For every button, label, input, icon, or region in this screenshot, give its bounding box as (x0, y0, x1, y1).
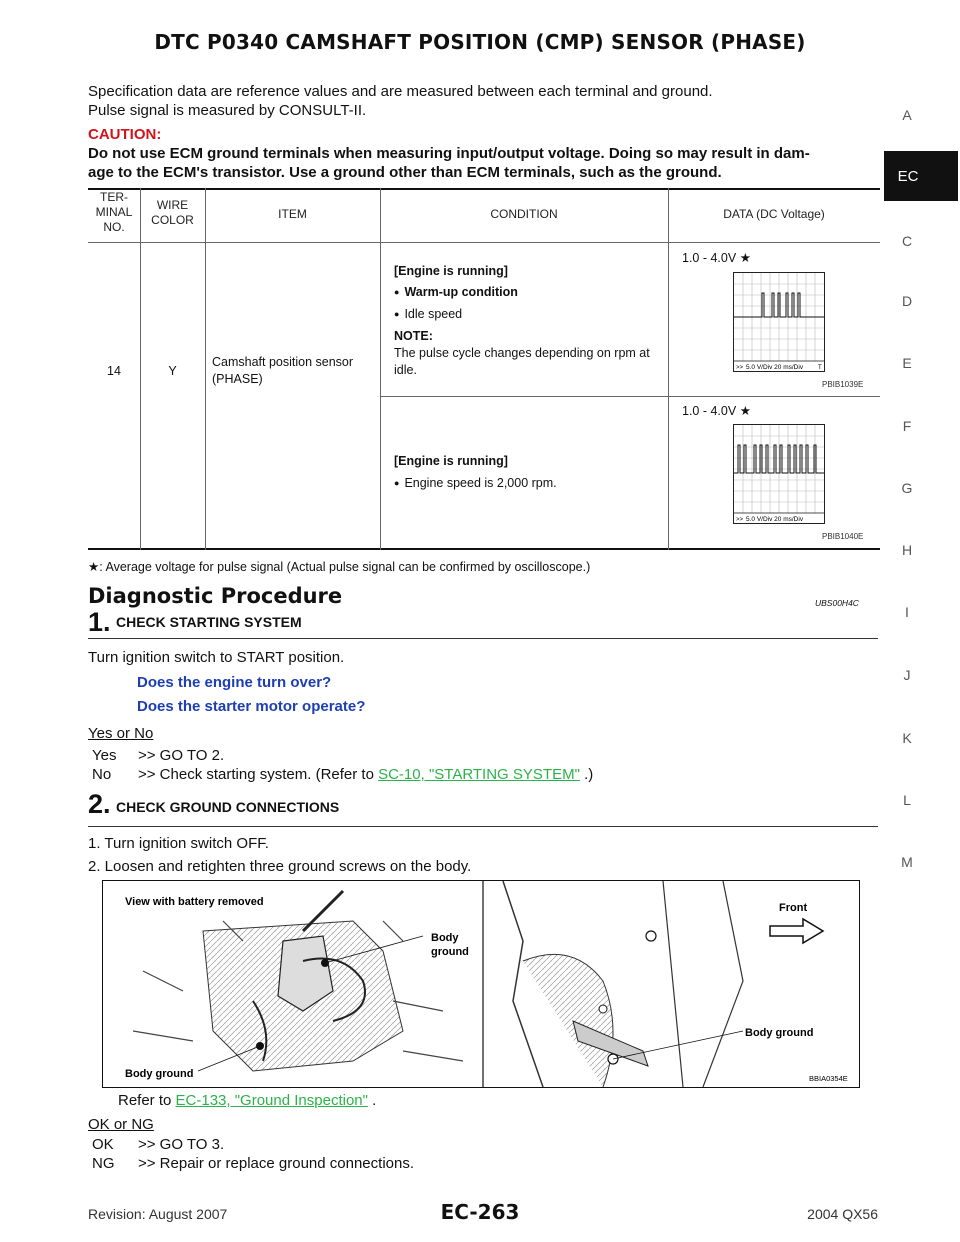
svg-text:View with battery removed: View with battery removed (125, 896, 264, 908)
step-1-instruction: Turn ignition switch to START position. (88, 649, 345, 666)
step-2-item-1: 1. Turn ignition switch OFF. (88, 835, 269, 852)
page-title: DTC P0340 CAMSHAFT POSITION (CMP) SENSOR (PHASE) (154, 30, 806, 54)
cell-wire: Y (168, 364, 177, 378)
star-icon: ★ (739, 404, 751, 418)
step-2-ng-label: NG (92, 1155, 115, 1172)
waveform-idle (734, 273, 824, 371)
step-2-choice: OK or NG (88, 1116, 154, 1133)
link-starting-system[interactable]: SC-10, "STARTING SYSTEM" (378, 766, 580, 783)
cell-condition-2: [Engine is running] ● Engine speed is 2,000 rpm. (394, 453, 664, 493)
svg-text:5.0 V/Div 20 ms/Div: 5.0 V/Div 20 ms/Div (746, 516, 804, 523)
cell-data-1: 1.0 - 4.0V ★ (682, 251, 751, 265)
step-2-ok-text: >> GO TO 3. (138, 1136, 225, 1153)
step-1-yes-label: Yes (92, 747, 117, 764)
table-row-divider (380, 396, 880, 397)
svg-text:ground: ground (431, 946, 469, 958)
table-top-rule (88, 188, 880, 190)
section-code: UBS00H4C (815, 598, 859, 608)
step-1-yes-text: >> GO TO 2. (138, 747, 225, 764)
cell-data-2: 1.0 - 4.0V ★ (682, 404, 751, 418)
section-title: Diagnostic Procedure (88, 584, 343, 608)
th-item: ITEM (278, 207, 307, 221)
step-1-number: 1. (88, 607, 111, 637)
index-tab-e[interactable]: E (902, 355, 912, 371)
index-tab-l[interactable]: L (903, 792, 911, 808)
cell-condition-1: [Engine is running] ● Warm-up condition ● Idle speed NOTE: The pulse cycle changes depending on rpm at idle. (394, 263, 664, 379)
footer-page-number: EC-263 (440, 1200, 520, 1224)
terminal-table (88, 188, 880, 550)
index-tab-f[interactable]: F (902, 418, 912, 434)
svg-text:Front: Front (779, 902, 808, 914)
star-icon: ★ (739, 251, 751, 265)
index-tab-h[interactable]: H (901, 542, 913, 558)
figure-caption-1: PBIB1039E (822, 380, 864, 389)
step-1-choice: Yes or No (88, 725, 154, 742)
engine-bay-illustration (103, 881, 859, 1087)
intro-line-1: Specification data are reference values and are measured between each terminal and ground. (88, 83, 713, 100)
svg-text:>>: >> (736, 365, 744, 371)
index-tab-k[interactable]: K (902, 730, 912, 746)
index-tab-c[interactable]: C (901, 233, 913, 249)
step-1-rule (88, 638, 878, 639)
svg-text:>>: >> (736, 517, 744, 523)
step-1-question-1: Does the engine turn over? (137, 674, 332, 691)
step-2-number: 2. (88, 789, 111, 819)
footer-model: 2004 QX56 (807, 1206, 878, 1222)
step-1-question-2: Does the starter motor operate? (137, 698, 366, 715)
step-2-refer: Refer to EC-133, "Ground Inspection" . (118, 1092, 377, 1109)
step-2-ok-label: OK (92, 1136, 114, 1153)
th-condition: CONDITION (490, 207, 558, 221)
index-tab-g[interactable]: G (901, 480, 913, 496)
caution-text-2: age to the ECM's transistor. Use a ground other than ECM terminals, such as the ground. (88, 164, 722, 181)
oscilloscope-idle (733, 272, 825, 372)
svg-text:Body: Body (431, 932, 459, 944)
col-divider (668, 188, 669, 550)
waveform-2000rpm (734, 425, 824, 523)
caution-label: CAUTION: (88, 126, 162, 143)
index-tab-m[interactable]: M (901, 854, 913, 870)
intro-line-2: Pulse signal is measured by CONSULT-II. (88, 102, 367, 119)
index-tab-j[interactable]: J (903, 667, 911, 683)
index-tab-a[interactable]: A (902, 107, 912, 123)
step-1-title: CHECK STARTING SYSTEM (116, 614, 302, 630)
step-2-ng-text: >> Repair or replace ground connections. (138, 1155, 415, 1172)
th-data: DATA (DC Voltage) (723, 207, 825, 221)
table-header-rule (88, 242, 880, 243)
step-1-no-label: No (92, 766, 112, 783)
table-bottom-rule (88, 548, 880, 550)
cell-terminal: 14 (107, 364, 121, 378)
th-wire-color: WIRE COLOR (151, 198, 194, 227)
oscilloscope-2000rpm (733, 424, 825, 524)
th-terminal: TER- MINAL NO. (95, 190, 133, 234)
svg-text:Body ground: Body ground (125, 1068, 194, 1080)
index-tab-ec[interactable]: EC (884, 151, 958, 201)
table-footnote: ★: Average voltage for pulse signal (Actual pulse signal can be confirmed by oscilloscope.) (88, 560, 591, 574)
caution-text-1: Do not use ECM ground terminals when measuring input/output voltage. Doing so may result in dam- (88, 145, 810, 162)
svg-text:5.0 V/Div 20 ms/Div: 5.0 V/Div 20 ms/Div (746, 364, 804, 371)
svg-text:T: T (818, 365, 822, 371)
index-tab-i[interactable]: I (905, 604, 909, 620)
cell-item: Camshaft position sensor (PHASE) (212, 355, 354, 386)
link-ground-inspection[interactable]: EC-133, "Ground Inspection" (175, 1092, 368, 1109)
footer-revision: Revision: August 2007 (88, 1206, 228, 1222)
svg-text:Body ground: Body ground (745, 1027, 814, 1039)
step-2-item-2: 2. Loosen and retighten three ground screws on the body. (88, 858, 472, 875)
step-1-no-text: >> Check starting system. (Refer to SC-10, "STARTING SYSTEM" .) (138, 766, 594, 783)
index-tab-d[interactable]: D (901, 293, 913, 309)
col-divider (205, 188, 206, 550)
ground-location-figure (102, 880, 860, 1088)
star-icon: ★ (88, 560, 100, 574)
svg-text:BBIA0354E: BBIA0354E (809, 1074, 848, 1083)
step-2-title: CHECK GROUND CONNECTIONS (116, 799, 340, 815)
step-2-rule (88, 826, 878, 827)
col-divider (380, 188, 381, 550)
figure-caption-2: PBIB1040E (822, 532, 864, 541)
